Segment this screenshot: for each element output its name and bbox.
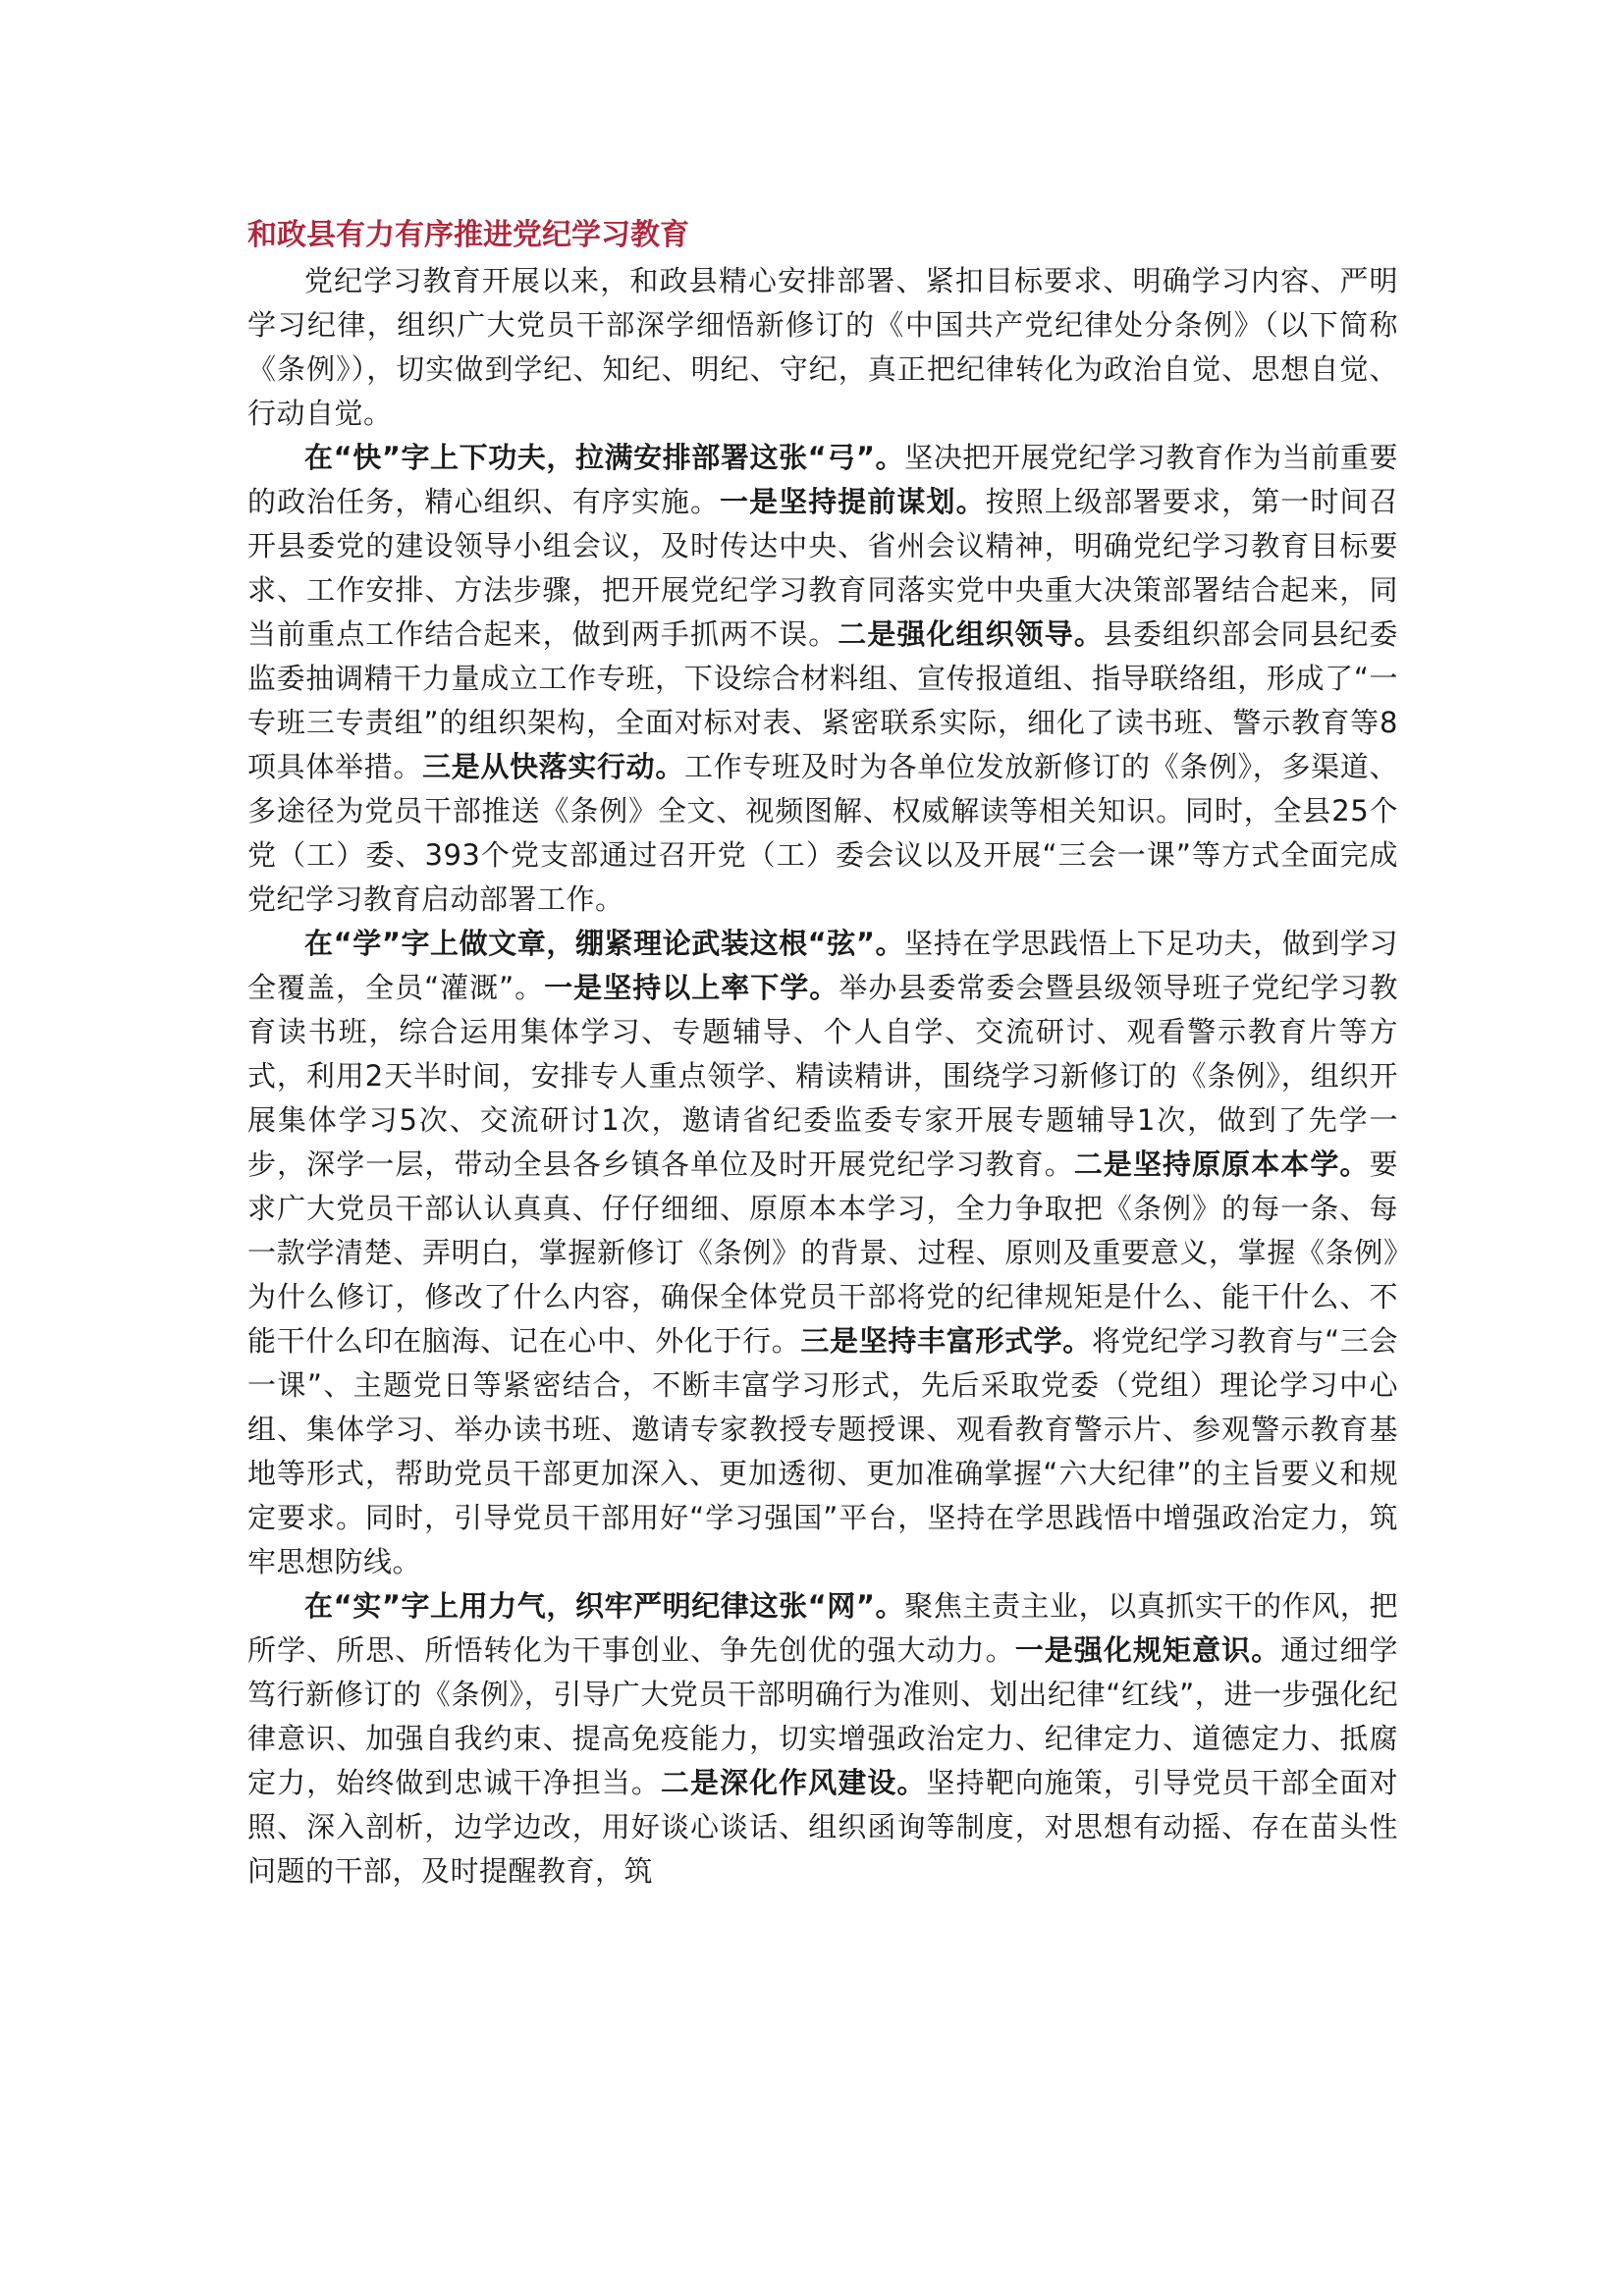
paragraph-kuai	[247, 436, 1398, 922]
point-heading: 三是从快落实行动。	[422, 750, 684, 783]
text-run: 坚决把开展党纪学习教育作为当前重要的政治任务，精心组织、有序实施。	[247, 441, 1398, 518]
paragraph-shi	[247, 1584, 1398, 1894]
point-heading: 一是强化规矩意识。	[1014, 1633, 1281, 1667]
text-run: 聚焦主责主业，以真抓实干的作风，把所学、所思、所悟转化为干事创业、争先创优的强大动力。	[247, 1589, 1398, 1667]
text-run: 举办县委常委会暨县级领导班子党纪学习教育读书班，综合运用集体学习、专题辅导、个人自学、交流研讨、观看警示教育片等方式，利用2天半时间，安排专人重点领学、精读精讲，围绕学习新修订的《条例》，组织开展集体学习5次、交流研讨1次，邀请省纪委监委专家开展专题辅导1次，做到了先学一步，深学一层，带动全县各乡镇各单位及时开展党纪学习教育。	[247, 971, 1398, 1181]
section-heading: 在“快”字上下功夫，拉满安排部署这张“弓”。	[304, 441, 905, 474]
section-heading: 在“实”字上用力气，织牢严明纪律这张“网”。	[304, 1589, 905, 1623]
point-heading: 一是坚持提前谋划。	[720, 485, 986, 518]
point-heading: 二是坚持原原本本学。	[1073, 1148, 1370, 1181]
text-run: 党纪学习教育开展以来，和政县精心安排部署、紧扣目标要求、明确学习内容、严明学习纪律，组织广大党员干部深学细悟新修订的《中国共产党纪律处分条例》（以下简称《条例》），切实做到学纪、知纪、明纪、守纪，真正把纪律转化为政治自觉、思想自觉、行动自觉。	[247, 264, 1398, 430]
text-run: 县委组织部会同县纪委监委抽调精干力量成立工作专班，下设综合材料组、宣传报道组、指导联络组，形成了“一专班三专责组”的组织架构，全面对标对表、紧密联系实际，细化了读书班、警示教育等8项具体举措。	[247, 617, 1398, 783]
text-run: 要求广大党员干部认认真真、仔仔细细、原原本本学习，全力争取把《条例》的每一条、每一款学清楚、弄明白，掌握新修订《条例》的背景、过程、原则及重要意义，掌握《条例》为什么修订，修改了什么内容，确保全体党员干部将党的纪律规矩是什么、能干什么、不能干什么印在脑海、记在心中、外化于行。	[247, 1148, 1398, 1358]
paragraph-xue	[247, 922, 1398, 1584]
text-run: 坚持在学思践悟上下足功夫，做到学习全覆盖，全员“灌溉”。	[247, 927, 1398, 1004]
paragraph-intro	[247, 259, 1398, 436]
article	[247, 212, 1398, 1894]
text-run: 工作专班及时为各单位发放新修订的《条例》，多渠道、多途径为党员干部推送《条例》全文、视频图解、权威解读等相关知识。同时，全县25个党（工）委、393个党支部通过召开党（工）委会议以及开展“三会一课”等方式全面完成党纪学习教育启动部署工作。	[247, 750, 1398, 916]
text-run: 通过细学笃行新修订的《条例》，引导广大党员干部明确行为准则、划出纪律“红线”，进一步强化纪律意识、加强自我约束、提高免疫能力，切实增强政治定力、纪律定力、道德定力、抵腐定力，始终做到忠诚干净担当。	[247, 1633, 1398, 1799]
text-run: 坚持靶向施策，引导党员干部全面对照、深入剖析，边学边改，用好谈心谈话、组织函询等制度，对思想有动摇、存在苗头性问题的干部，及时提醒教育，筑	[247, 1766, 1398, 1888]
point-heading: 三是坚持丰富形式学。	[800, 1324, 1092, 1358]
section-heading: 在“学”字上做文章，绷紧理论武装这根“弦”。	[304, 927, 905, 960]
text-run: 按照上级部署要求，第一时间召开县委党的建设领导小组会议，及时传达中央、省州会议精神，明确党纪学习教育目标要求、工作安排、方法步骤，把开展党纪学习教育同落实党中央重大决策部署结合起来，同当前重点工作结合起来，做到两手抓两不误。	[247, 485, 1398, 651]
text-run: 将党纪学习教育与“三会一课”、主题党日等紧密结合，不断丰富学习形式，先后采取党委（党组）理论学习中心组、集体学习、举办读书班、邀请专家教授专题授课、观看教育警示片、参观警示教育基地等形式，帮助党员干部更加深入、更加透彻、更加准确掌握“六大纪律”的主旨要义和规定要求。同时，引导党员干部用好“学习强国”平台，坚持在学思践悟中增强政治定力，筑牢思想防线。	[247, 1324, 1398, 1578]
point-heading: 二是强化组织领导。	[838, 617, 1104, 651]
point-heading: 二是深化作风建设。	[660, 1766, 927, 1799]
article-title: 和政县有力有序推进党纪学习教育	[247, 218, 689, 252]
point-heading: 一是坚持以上率下学。	[544, 971, 839, 1004]
